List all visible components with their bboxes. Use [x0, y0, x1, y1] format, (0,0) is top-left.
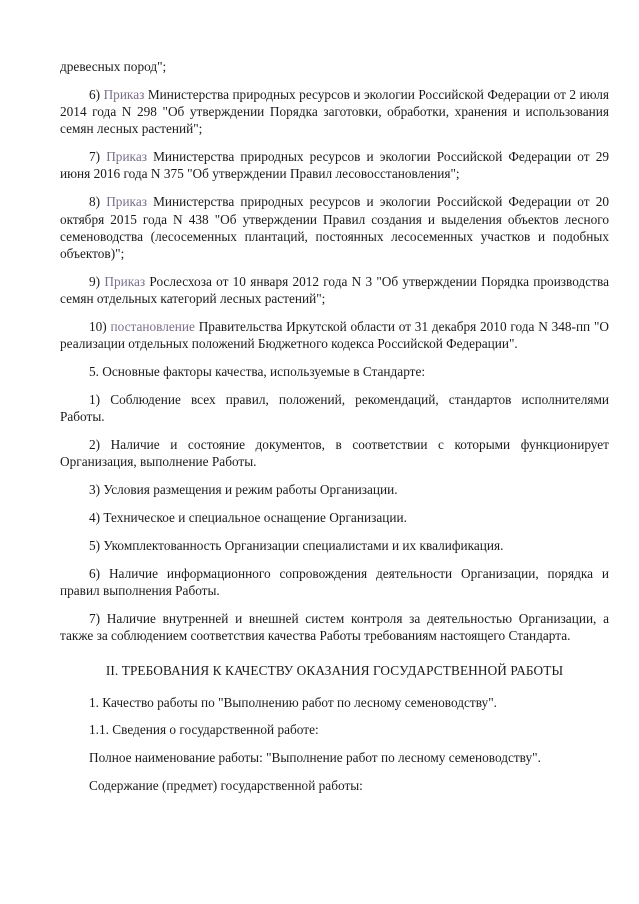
paragraph-item-8: 8) Приказ Министерства природных ресурсов и экологии Российской Федерации от 20 октября 2015 года N 438 "Об утверждении Правил создания и выделения объектов лесного семеноводства (лесосеменных плантаций, постоянных лесосеменных участков и подобных объектов)";	[60, 194, 609, 262]
paragraph-item-9: 9) Приказ Рослесхоза от 10 января 2012 года N 3 "Об утверждении Порядка производства семян отдельных категорий лесных растений";	[60, 273, 609, 307]
section-heading: II. ТРЕБОВАНИЯ К КАЧЕСТВУ ОКАЗАНИЯ ГОСУДАРСТВЕННОЙ РАБОТЫ	[105, 663, 564, 679]
paragraph-work-quality: 1. Качество работы по "Выполнению работ по лесному семеноводству".	[89, 694, 497, 710]
paragraph-continuation: древесных пород";	[60, 59, 167, 74]
paragraph-work-content: Содержание (предмет) государственной работы:	[89, 777, 363, 793]
paragraph-factor-5: 5) Укомплектованность Организации специалистами и их квалификация.	[89, 537, 504, 553]
resolution-link-10[interactable]: постановление	[110, 319, 195, 335]
paragraph-item-7: 7) Приказ Министерства природных ресурсов и экологии Российской Федерации от 29 июня 2016 года N 375 "Об утверждении Правил лесовосстановления";	[60, 149, 609, 182]
order-link-8[interactable]: Приказ	[106, 194, 147, 210]
order-link-9[interactable]: Приказ	[104, 273, 146, 289]
paragraph-quality-factors: 5. Основные факторы качества, используемые в Стандарте:	[89, 364, 426, 380]
paragraph-item-6: 6) Приказ Министерства природных ресурсов и экологии Российской Федерации от 2 июля 2014 года N 298 "Об утверждении Порядка заготовки, обработки, хранения и использования семян лесных растений";	[60, 86, 609, 137]
paragraph-factor-6: 6) Наличие информационного сопровождения деятельности Организации, порядка и правил выполнения Работы.	[60, 565, 609, 598]
paragraph-work-info: 1.1. Сведения о государственной работе:	[89, 722, 319, 738]
paragraph-factor-3: 3) Условия размещения и режим работы Организации.	[89, 482, 398, 498]
order-link-7[interactable]: Приказ	[106, 149, 147, 165]
document-page	[60, 58, 609, 805]
paragraph-work-name: Полное наименование работы: "Выполнение работ по лесному семеноводству".	[89, 750, 541, 766]
paragraph-factor-7: 7) Наличие внутренней и внешней систем контроля за деятельностью Организации, а также за соблюдением соответствия качества Работы требованиям настоящего Стандарта.	[60, 610, 609, 643]
paragraph-factor-2: 2) Наличие и состояние документов, в соответствии с которыми функционирует Организация, выполнение Работы.	[60, 437, 609, 470]
paragraph-item-10: 10) постановление Правительства Иркутской области от 31 декабря 2010 года N 348-пп "О реализации отдельных положений Бюджетного кодекса Российской Федерации".	[60, 319, 609, 352]
order-link-6[interactable]: Приказ	[103, 86, 145, 102]
paragraph-factor-4: 4) Техническое и специальное оснащение Организации.	[89, 509, 407, 525]
paragraph-factor-1: 1) Соблюдение всех правил, положений, рекомендаций, стандартов исполнителями Работы.	[60, 391, 609, 425]
